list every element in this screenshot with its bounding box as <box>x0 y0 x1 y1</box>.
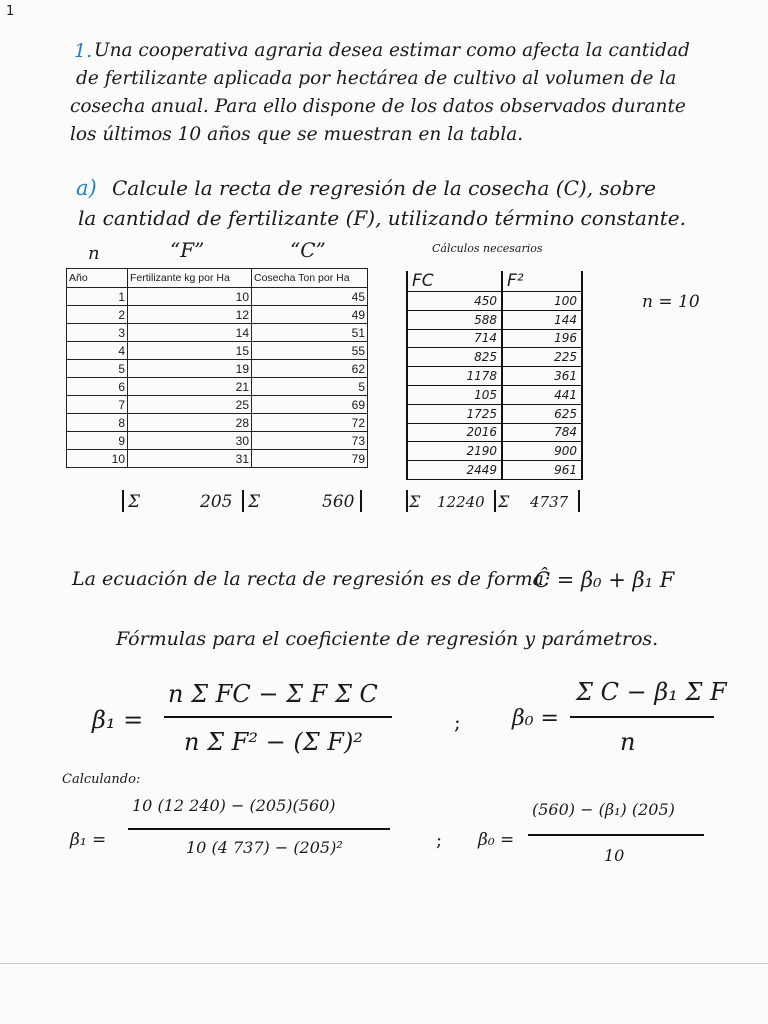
label-f: “F” <box>170 238 205 262</box>
beta1-numerator: n Σ FC − Σ F Σ C <box>168 680 378 708</box>
part-a-line-1: Calcule la recta de regresión de la cosecha (C), sobre <box>112 176 656 200</box>
sum-divider <box>406 490 408 512</box>
table-row <box>407 423 582 442</box>
harvest-cell: 51 <box>252 324 368 342</box>
fertilizer-cell: 25 <box>128 396 252 414</box>
year-cell: 9 <box>67 432 128 450</box>
sum-c-value: 560 <box>322 492 355 512</box>
problem-line-3: cosecha anual. Para ello dispone de los datos observados durante <box>70 96 686 117</box>
year-cell: 4 <box>67 342 128 360</box>
formulas-heading: Fórmulas para el coeficiente de regresión y parámetros. <box>116 628 659 650</box>
page-edge-line <box>0 963 768 964</box>
table-row <box>67 396 368 414</box>
beta1-calc-lhs: β₁ = <box>70 830 107 850</box>
f2-cell: 100 <box>502 292 582 311</box>
fc-cell: 588 <box>407 310 502 329</box>
sum-c-symbol: Σ <box>248 492 261 512</box>
table-row <box>67 306 368 324</box>
fc-cell: 1178 <box>407 367 502 386</box>
formula-separator: ; <box>436 830 443 851</box>
beta0-calc-lhs: β₀ = <box>478 830 515 850</box>
fertilizer-cell: 31 <box>128 450 252 468</box>
fraction-bar <box>528 834 704 836</box>
problem-number: 1. <box>74 40 93 62</box>
harvest-cell: 72 <box>252 414 368 432</box>
harvest-cell: 55 <box>252 342 368 360</box>
f2-cell: 900 <box>502 442 582 461</box>
part-a-label: a) <box>76 176 97 200</box>
year-cell: 8 <box>67 414 128 432</box>
table-row <box>67 432 368 450</box>
label-calculos: Cálculos necesarios <box>432 242 543 255</box>
fertilizer-cell: 28 <box>128 414 252 432</box>
header-year: Año <box>67 269 128 288</box>
f2-cell: 441 <box>502 385 582 404</box>
harvest-cell: 69 <box>252 396 368 414</box>
beta1-denominator: n Σ F² − (Σ F)² <box>184 728 363 756</box>
year-cell: 6 <box>67 378 128 396</box>
sum-f2-value: 4737 <box>530 493 569 511</box>
table-row <box>407 385 582 404</box>
formula-separator: ; <box>454 710 461 734</box>
header-fertilizer: Fertilizante kg por Ha <box>128 269 252 288</box>
beta0-numerator: Σ C − β₁ Σ F <box>576 678 727 706</box>
year-cell: 5 <box>67 360 128 378</box>
table-row <box>67 324 368 342</box>
harvest-cell: 73 <box>252 432 368 450</box>
fertilizer-cell: 14 <box>128 324 252 342</box>
beta0-calc-numerator: (560) − (β₁) (205) <box>532 800 675 819</box>
sum-fc-symbol: Σ <box>409 492 421 511</box>
table-row <box>407 367 582 386</box>
fc-cell: 105 <box>407 385 502 404</box>
beta1-calc-numerator: 10 (12 240) − (205)(560) <box>132 796 336 815</box>
beta1-calc-denominator: 10 (4 737) − (205)² <box>186 838 343 857</box>
equation-intro: La ecuación de la recta de regresión es de forma: <box>72 568 551 590</box>
table-row <box>67 414 368 432</box>
f2-cell: 225 <box>502 348 582 367</box>
data-table <box>66 268 368 468</box>
beta1-lhs: β₁ = <box>92 706 144 734</box>
fc-cell: 450 <box>407 292 502 311</box>
f2-cell: 784 <box>502 423 582 442</box>
fertilizer-cell: 10 <box>128 288 252 306</box>
harvest-cell: 45 <box>252 288 368 306</box>
table-row <box>67 360 368 378</box>
fc-cell: 2190 <box>407 442 502 461</box>
fc-cell: 825 <box>407 348 502 367</box>
table-row <box>67 450 368 468</box>
fraction-bar <box>570 716 714 718</box>
fertilizer-cell: 30 <box>128 432 252 450</box>
table-row <box>67 288 368 306</box>
table-row <box>407 348 582 367</box>
sum-divider <box>494 490 496 512</box>
fc-cell: 2449 <box>407 461 502 480</box>
beta0-denominator: n <box>620 728 636 756</box>
table-row <box>67 342 368 360</box>
year-cell: 7 <box>67 396 128 414</box>
calc-table <box>406 271 583 480</box>
year-cell: 1 <box>67 288 128 306</box>
calculando-label: Calculando: <box>62 772 141 787</box>
n-value: n = 10 <box>642 292 700 312</box>
problem-line-4: los últimos 10 años que se muestran en la tabla. <box>70 124 524 145</box>
header-f2: F² <box>502 271 582 292</box>
sum-f-symbol: Σ <box>128 492 141 512</box>
fertilizer-cell: 19 <box>128 360 252 378</box>
sum-f2-symbol: Σ <box>498 492 510 511</box>
sum-divider <box>242 490 244 512</box>
table-row <box>407 461 582 480</box>
sum-fc-value: 12240 <box>437 493 485 511</box>
header-fc: FC <box>407 271 502 292</box>
fraction-bar <box>128 828 390 830</box>
sum-divider <box>122 490 124 512</box>
table-row <box>407 292 582 311</box>
f2-cell: 625 <box>502 404 582 423</box>
table-row <box>67 378 368 396</box>
f2-cell: 961 <box>502 461 582 480</box>
harvest-cell: 49 <box>252 306 368 324</box>
f2-cell: 144 <box>502 310 582 329</box>
part-a-line-2: la cantidad de fertilizante (F), utilizando término constante. <box>78 206 686 230</box>
table-row <box>407 404 582 423</box>
beta0-lhs: β₀ = <box>512 706 559 731</box>
f2-cell: 361 <box>502 367 582 386</box>
f2-cell: 196 <box>502 329 582 348</box>
harvest-cell: 62 <box>252 360 368 378</box>
table-row <box>407 329 582 348</box>
problem-line-1: Una cooperativa agraria desea estimar como afecta la cantidad <box>94 40 690 61</box>
problem-line-2: de fertilizante aplicada por hectárea de cultivo al volumen de la <box>76 68 677 89</box>
fc-cell: 714 <box>407 329 502 348</box>
page-number: 1 <box>6 4 15 19</box>
calc-table-header <box>407 271 582 292</box>
header-harvest: Cosecha Ton por Ha <box>252 269 368 288</box>
sum-divider <box>578 490 580 512</box>
year-cell: 10 <box>67 450 128 468</box>
label-n: n <box>88 243 100 264</box>
harvest-cell: 79 <box>252 450 368 468</box>
fc-cell: 2016 <box>407 423 502 442</box>
fertilizer-cell: 15 <box>128 342 252 360</box>
year-cell: 2 <box>67 306 128 324</box>
fertilizer-cell: 12 <box>128 306 252 324</box>
sum-f-value: 205 <box>200 492 233 512</box>
sum-divider <box>360 490 362 512</box>
data-table-header <box>67 269 368 288</box>
table-row <box>407 442 582 461</box>
fc-cell: 1725 <box>407 404 502 423</box>
regression-equation: Ĉ = β₀ + β₁ F <box>534 568 675 592</box>
label-c: “C” <box>290 238 326 262</box>
beta0-calc-denominator: 10 <box>604 846 625 865</box>
table-row <box>407 310 582 329</box>
year-cell: 3 <box>67 324 128 342</box>
fertilizer-cell: 21 <box>128 378 252 396</box>
harvest-cell: 5 <box>252 378 368 396</box>
fraction-bar <box>164 716 392 718</box>
